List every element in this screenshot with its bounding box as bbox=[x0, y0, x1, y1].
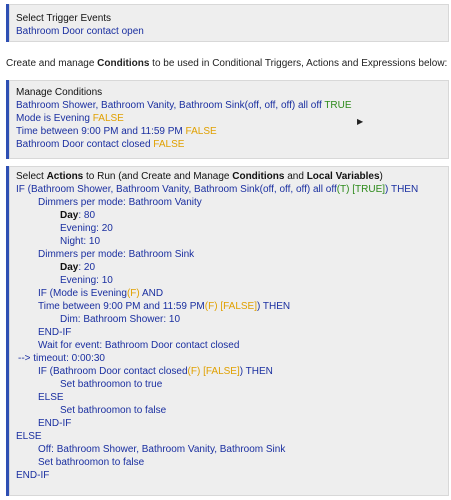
actions-panel[interactable] bbox=[6, 166, 449, 496]
condition-mode-evening: Mode is Evening FALSE bbox=[16, 113, 124, 124]
action-line: Day: 80 bbox=[60, 210, 96, 221]
action-line: IF (Bathroom Shower, Bathroom Vanity, Bathroom Sink(off, off, off) all off(T) [TRUE]) THEN bbox=[16, 184, 419, 195]
expand-arrow-icon[interactable]: ▶ bbox=[357, 117, 364, 126]
condition-door-closed: Bathroom Door contact closed FALSE bbox=[16, 139, 185, 150]
conditions-intro-text: Create and manage Conditions to be used in Conditional Triggers, Actions and Expressions below: bbox=[6, 58, 448, 69]
manage-conditions-panel[interactable] bbox=[6, 80, 449, 159]
trigger-event-item: Bathroom Door contact open bbox=[16, 26, 144, 37]
action-line: Set bathroomon to true bbox=[60, 379, 163, 390]
action-line: END-IF bbox=[38, 418, 72, 429]
action-line: Evening: 10 bbox=[60, 275, 113, 286]
action-line: Night: 10 bbox=[60, 236, 101, 247]
action-line: ELSE bbox=[38, 392, 64, 403]
action-line: Dim: Bathroom Shower: 10 bbox=[60, 314, 181, 325]
action-line: --> timeout: 0:00:30 bbox=[18, 353, 105, 364]
action-line: END-IF bbox=[16, 470, 50, 481]
action-line: IF (Bathroom Door contact closed(F) [FALSE]) THEN bbox=[38, 366, 273, 377]
action-line: ELSE bbox=[16, 431, 42, 442]
action-line: Evening: 20 bbox=[60, 223, 113, 234]
action-line: Set bathroomon to false bbox=[60, 405, 167, 416]
manage-conditions-title: Manage Conditions bbox=[16, 87, 103, 98]
trigger-events-title: Select Trigger Events bbox=[16, 13, 112, 24]
action-line: IF (Mode is Evening(F) AND bbox=[38, 288, 164, 299]
actions-title: Select Actions to Run (and Create and Manage Conditions and Local Variables) bbox=[16, 171, 383, 182]
action-line: Time between 9:00 PM and 11:59 PM(F) [FALSE]) THEN bbox=[38, 301, 291, 312]
conditions-keyword: Conditions bbox=[97, 58, 150, 69]
condition-switches-off: Bathroom Shower, Bathroom Vanity, Bathroom Sink(off, off, off) all off TRUE bbox=[16, 100, 352, 111]
action-line: Wait for event: Bathroom Door contact closed bbox=[38, 340, 240, 351]
action-line: Day: 20 bbox=[60, 262, 96, 273]
action-line: Set bathroomon to false bbox=[38, 457, 145, 468]
action-line: Dimmers per mode: Bathroom Sink bbox=[38, 249, 195, 260]
condition-time-between: Time between 9:00 PM and 11:59 PM FALSE bbox=[16, 126, 217, 137]
action-line: Dimmers per mode: Bathroom Vanity bbox=[38, 197, 202, 208]
action-line: END-IF bbox=[38, 327, 72, 338]
action-line: Off: Bathroom Shower, Bathroom Vanity, Bathroom Sink bbox=[38, 444, 286, 455]
trigger-events-panel[interactable] bbox=[6, 4, 449, 42]
